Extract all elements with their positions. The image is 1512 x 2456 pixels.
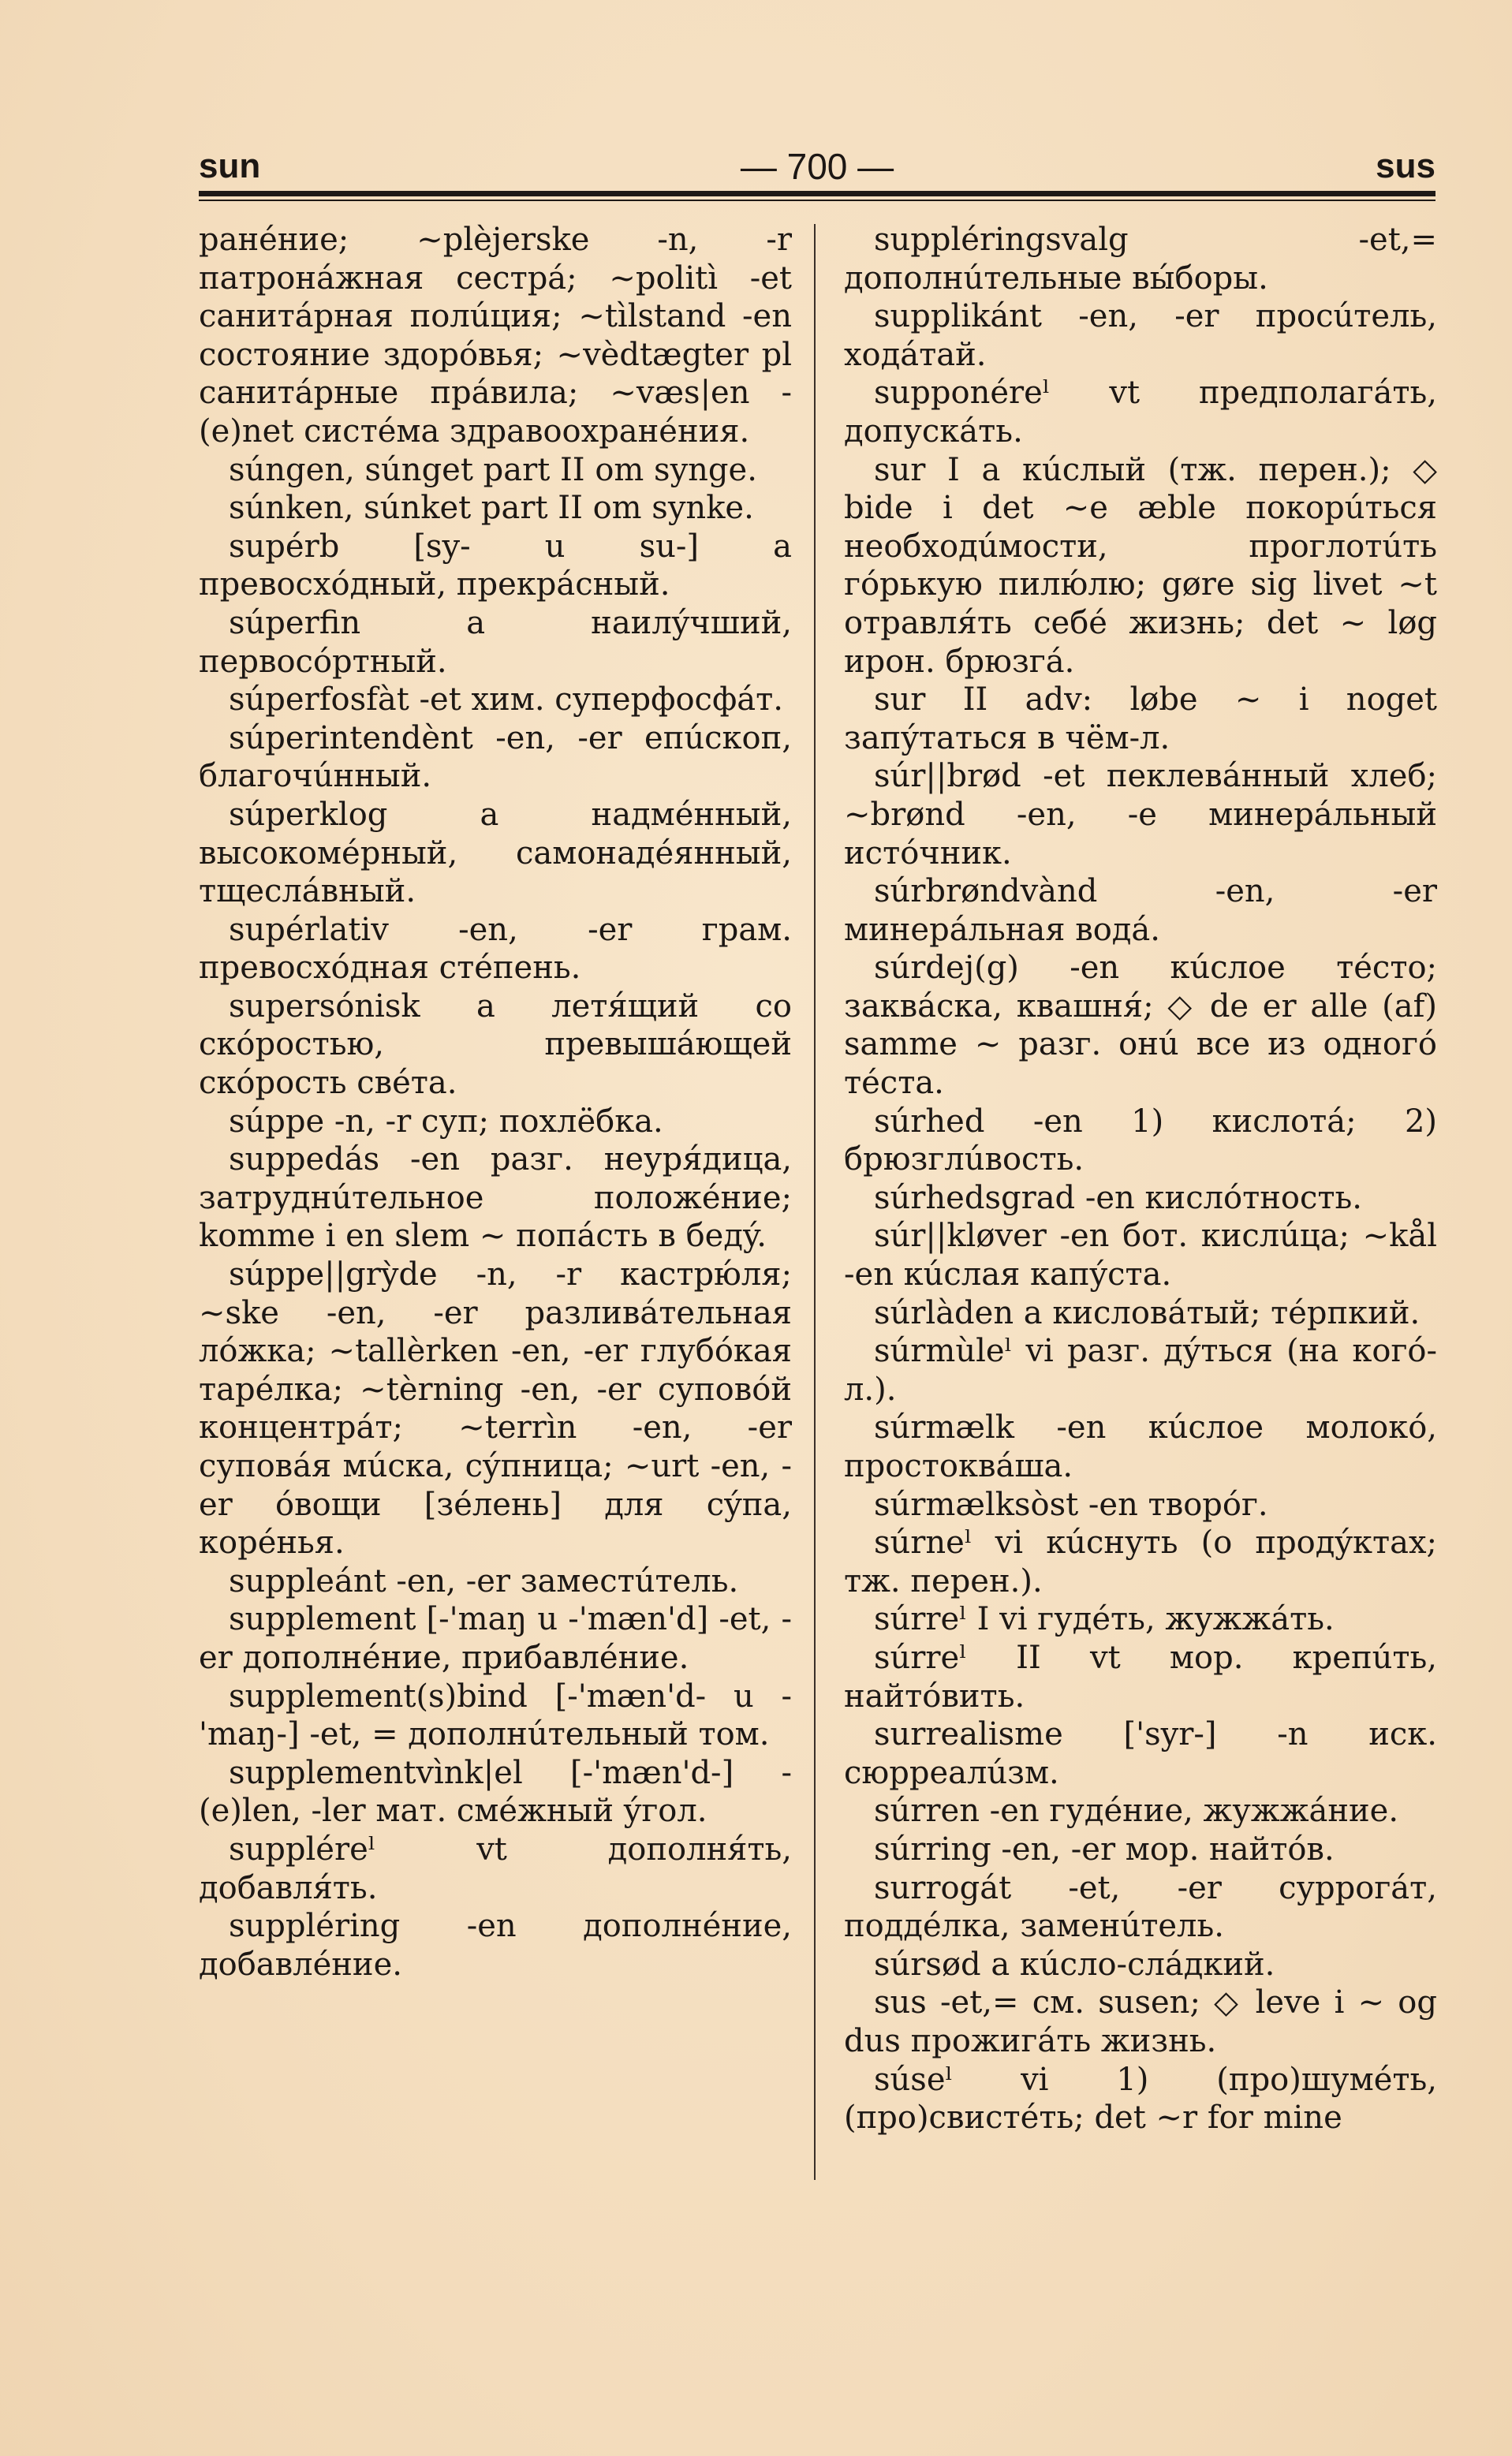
dictionary-entry: súrreˡ I vi гудéть, жужжáть. — [874, 1601, 1335, 1638]
header-left-guide-word: sun — [199, 147, 261, 185]
page-header — [199, 139, 1435, 194]
dictionary-entry: súrhed -en 1) кислотá; 2) брюзглúвость. — [844, 1103, 1437, 1178]
left-column — [199, 221, 792, 1984]
dictionary-entry: supplementvìnk|el [-'mæn'd-] -(e)len, -ler мат. смéжный ýгол. — [199, 1754, 792, 1830]
dictionary-entry: súngen, súnget part II om synge. — [229, 451, 757, 488]
dictionary-entry: súppe -n, -r суп; похлёбка. — [229, 1103, 663, 1140]
dictionary-entry: súppe||grỳde -n, -r кастрю́ля; ~ske -en, -er разливáтельная лóжка; ~tallèrken -en, -er глубóкая тарéлка; ~tèrning -en, -er суповóй концентрáт; ~terrìn -en, -er суповáя мúска, сýпница; ~urt -en, -er óвощи [зéлень] для сýпа, корéнья. — [199, 1256, 792, 1562]
dictionary-entry: súseˡ vi 1) (про)шумéть, (про)свистéть; det ~r for mine — [844, 2061, 1437, 2137]
dictionary-entry: surrealisme ['syr-] -n иск. сюрреалúзм. — [844, 1716, 1437, 1791]
dictionary-entry: súrmùleˡ vi разг. дýться (на когó-л.). — [844, 1333, 1437, 1408]
page-number: — 700 — — [740, 146, 894, 187]
dictionary-entry: súrbrøndvànd -en, -er минерáльная водá. — [844, 873, 1437, 948]
dictionary-entry: supplikánt -en, -er просúтель, ходáтай. — [844, 298, 1437, 373]
dictionary-entry: supplement(s)bind [-'mæn'd- u -'maŋ-] -et, = дополнúтельный том. — [199, 1678, 792, 1753]
dictionary-entry: súrmælk -en кúслое молокó, простоквáша. — [844, 1409, 1437, 1484]
dictionary-entry: súperklog a надмéнный, высокомéрный, самонадéянный, тщеслáвный. — [199, 796, 792, 910]
dictionary-entry: súperintendènt -en, -er епúскоп, благочúнный. — [199, 719, 792, 795]
dictionary-entry: surrogát -et, -er суррогáт, поддéлка, заменúтель. — [844, 1869, 1437, 1945]
dictionary-entry: súrneˡ vi кúснуть (о продýктах; тж. перен.). — [844, 1525, 1437, 1599]
dictionary-entry: supplement [-'maŋ u -'mæn'd] -et, -er дополнéние, прибавлéние. — [199, 1601, 792, 1676]
dictionary-entry: sus -et,= см. susen; ◇ leve i ~ og dus прожигáть жизнь. — [844, 1984, 1437, 2059]
dictionary-entry: ранéние; ~plèjerske -n, -r патронáжная сестрá; ~politì -et санитáрная полúция; ~tìlstand -en состояние здорóвья; ~vèdtægter pl санитáрные прáвила; ~væs|en -(e)net систéма здравоохранéния. — [199, 222, 792, 450]
dictionary-entry: súrren -en гудéние, жужжáние. — [874, 1793, 1399, 1830]
dictionary-entry: súrdej(g) -en кúслое тéсто; заквáска, квашня́; ◇ de er alle (af) samme ~ разг. онú все из одногó тéста. — [844, 950, 1437, 1102]
dictionary-entry: súr||kløver -en бот. кислúца; ~kål -en кúслая капýста. — [844, 1218, 1437, 1293]
header-rule-thick — [199, 191, 1435, 196]
dictionary-entry: súrsød a кúсло-слáдкий. — [874, 1946, 1275, 1983]
dictionary-entry: suppléringsvalg -et,= дополнúтельные вы́боры. — [844, 222, 1437, 297]
dictionary-entry: suppléreˡ vt дополня́ть, добавля́ть. — [199, 1831, 792, 1906]
dictionary-entry: súperfin a наилýчший, первосóртный. — [199, 604, 792, 680]
dictionary-entry: sur I a кúслый (тж. перен.); ◇ bide i det ~e æble покорúться необходúмости, проглотúть гóрькую пилю́лю; gøre sig livet ~t отравля́ть себé жизнь; det ~ løg ирон. брюзгá. — [844, 451, 1437, 680]
dictionary-entry: suppedás -en разг. неуря́дица, затруднúтельное положéние; komme i en slem ~ попáсть в бедý. — [199, 1141, 792, 1255]
dictionary-entry: suppléring -en дополнéние, добавлéние. — [199, 1908, 792, 1983]
dictionary-entry: suppleánt -en, -er заместúтель. — [229, 1562, 739, 1599]
dictionary-entry: súrlàden a кисловáтый; тéрпкий. — [874, 1294, 1421, 1331]
dictionary-entry: supérlativ -en, -er грам. превосхóдная стéпень. — [199, 911, 792, 987]
column-divider — [814, 224, 816, 2180]
dictionary-entry: súperfosfàt -et хим. суперфосфáт. — [229, 681, 783, 719]
header-rule-thin — [199, 200, 1435, 201]
dictionary-entry: súrmælksòst -en творóг. — [874, 1486, 1268, 1523]
header-right-guide-word: sus — [1376, 147, 1435, 185]
dictionary-entry: súrreˡ II vt мор. крепúть, найтóвить. — [844, 1639, 1437, 1715]
right-column — [844, 221, 1437, 2137]
dictionary-entry: súrring -en, -er мор. найтóв. — [874, 1831, 1335, 1868]
dictionary-entry: supponéreˡ vt предполагáть, допускáть. — [844, 375, 1437, 450]
dictionary-entry: súr||brød -et пеклевáнный хлеб; ~brønd -en, -e минерáльный истóчник. — [844, 758, 1437, 872]
dictionary-entry: súnken, súnket part II om synke. — [229, 490, 754, 527]
dictionary-entry: sur II adv: løbe ~ i noget запýтаться в чём-л. — [844, 681, 1437, 756]
dictionary-entry: supersónisk a летя́щий со скóростью, превышáющей скóрость свéта. — [199, 987, 792, 1102]
dictionary-entry: súrhedsgrad -en кислóтность. — [874, 1179, 1362, 1216]
dictionary-entry: supérb [sy- u su-] a превосхóдный, прекрáсный. — [199, 528, 792, 603]
